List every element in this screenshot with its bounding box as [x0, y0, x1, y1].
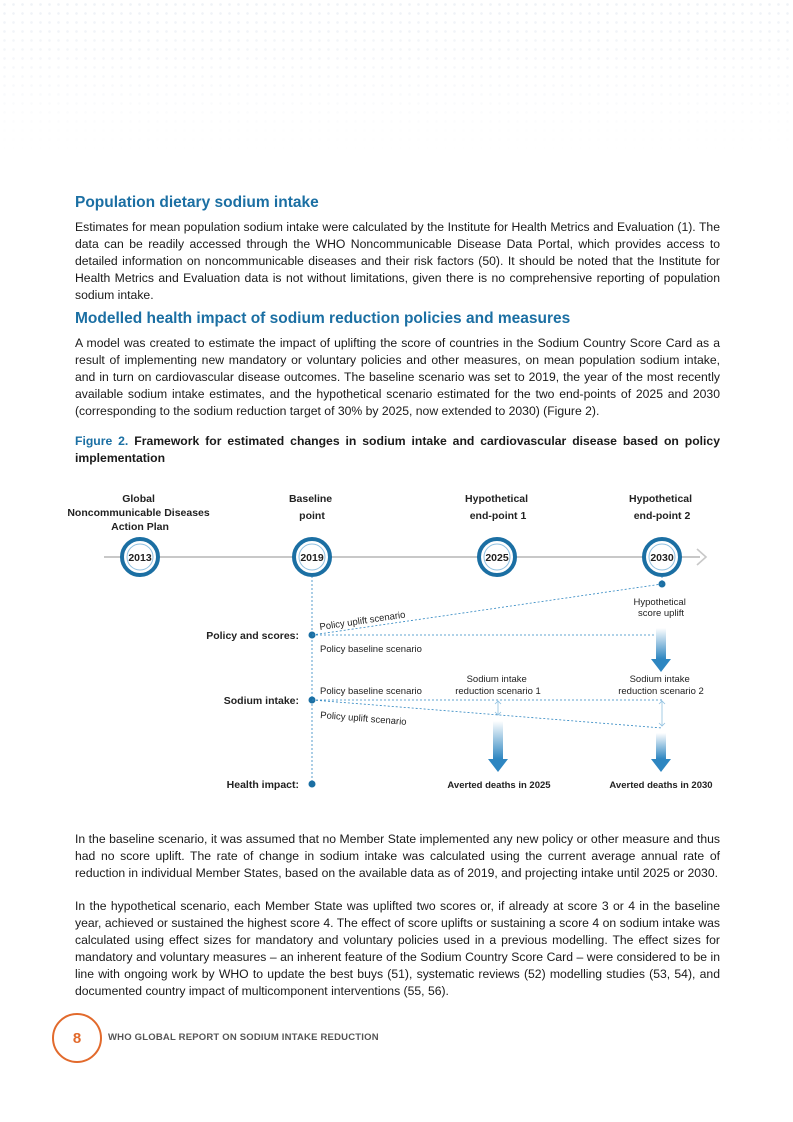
- section-paragraph: Estimates for mean population sodium intake were calculated by the Institute for Health Metrics and Evaluation (1). The data can be readily accessed through the WHO Noncommunicable Disease Data Portal, which provides access to detailed information on noncommunicable diseases and their risk factors (50). It should be noted that the Institute for Health Metrics and Evaluation data is not without limitations, given there is no comprehensive reporting of population sodium intake.: [75, 220, 720, 302]
- hypothetical-uplift-label: Hypothetical score uplift: [633, 597, 686, 619]
- page-number: 8: [72, 1029, 82, 1047]
- section-heading: Population dietary sodium intake: [75, 194, 319, 211]
- section-paragraph: In the baseline scenario, it was assumed that no Member State implemented any new policy or other measure and thus had no score uplift. The rate of change in sodium intake was calculated using the current average annual rate of reduction in individual Member States, based on the available data as of 2019, and projecting intake until 2025 or 2030.: [75, 832, 720, 880]
- framework-diagram: [0, 480, 793, 820]
- policy-uplift-line: [312, 584, 662, 635]
- milestone-2019-circle: [294, 539, 330, 575]
- section-scenarios: [75, 831, 720, 1000]
- difference-marker-2030: [659, 701, 665, 726]
- sodium-uplift-label: Policy uplift scenario: [319, 710, 407, 728]
- health-arrow-2025: [488, 721, 508, 772]
- averted-2025-label: Averted deaths in 2025: [447, 780, 551, 791]
- uplift-down-arrow: [651, 628, 671, 672]
- milestone-2019-title: Baseline point: [288, 493, 333, 522]
- milestone-2025-circle: [479, 539, 515, 575]
- svg-text:2013: 2013: [128, 552, 152, 564]
- section-paragraph: A model was created to estimate the impact of uplifting the score of countries in the Sodium Country Score Card as a result of implementing new mandatory or voluntary policies and other measures, on mean population sodium intake, and in turn on cardiovascular disease outcomes. The baseline scenario was set to 2019, the year of the most recently available sodium intake estimates, and the hypothetical scenario estimated for the two end-points of 2025 and 2030 (corresponding to the sodium reduction target of 30% by 2025, now extended to 2030) (Figure 2).: [75, 336, 720, 418]
- figure-caption: [75, 433, 720, 467]
- milestone-2030-circle: [644, 539, 680, 575]
- row-label-sodium: Sodium intake:: [223, 695, 299, 707]
- running-footer-title: WHO GLOBAL REPORT ON SODIUM INTAKE REDUCTION: [108, 1032, 379, 1043]
- page-number-badge: [52, 1013, 102, 1063]
- milestone-2025-title: Hypothetical end-point 1: [465, 493, 529, 522]
- header-dot-pattern: [0, 0, 793, 150]
- figure-label: Figure 2.: [75, 434, 129, 448]
- section-population-sodium: [75, 193, 720, 304]
- svg-text:2019: 2019: [300, 552, 324, 564]
- policy-baseline-label: Policy baseline scenario: [320, 644, 422, 655]
- milestone-2030-title: Hypothetical end-point 2: [629, 493, 693, 522]
- section-paragraph: In the hypothetical scenario, each Member State was uplifted two scores or, if already at score 3 or 4 in the baseline year, achieved or sustained the highest score 4. The effect of score uplifts or sustaining a score 4 on sodium intake was calculated using effect sizes for mandatory and voluntary policies used in a previous modelling. The effect sizes for mandatory and voluntary measures – an inherent feature of the Sodium Country Score Card – were considered to be in line with ongoing work by WHO to update the best buys (51), systematic reviews (52) modelling studies (53, 54), and documented country impact of multicomponent interventions (55, 56).: [75, 899, 720, 998]
- health-arrow-2030: [651, 733, 671, 772]
- difference-marker-2025: [495, 701, 501, 715]
- sodium-baseline-label: Policy baseline scenario: [320, 686, 422, 697]
- milestone-2013-title: Global Noncommunicable Diseases Action Plan: [67, 493, 210, 533]
- averted-2030-label: Averted deaths in 2030: [609, 780, 713, 791]
- sodium-scenario-2-label: Sodium intake reduction scenario 2: [618, 674, 704, 697]
- milestone-2013-circle: [122, 539, 158, 575]
- svg-text:2025: 2025: [485, 552, 509, 564]
- section-heading: Modelled health impact of sodium reduction policies and measures: [75, 310, 571, 327]
- sodium-scenario-1-label: Sodium intake reduction scenario 1: [455, 674, 541, 697]
- figure-caption-text: Framework for estimated changes in sodium intake and cardiovascular disease based on policy implementation: [75, 434, 720, 465]
- policy-uplift-label: Policy uplift scenario: [318, 609, 407, 633]
- row-label-policy: Policy and scores:: [206, 630, 299, 642]
- row-label-health: Health impact:: [226, 779, 299, 791]
- svg-text:2030: 2030: [650, 552, 674, 564]
- section-modelled-impact: [75, 309, 720, 420]
- health-dot: [309, 781, 316, 788]
